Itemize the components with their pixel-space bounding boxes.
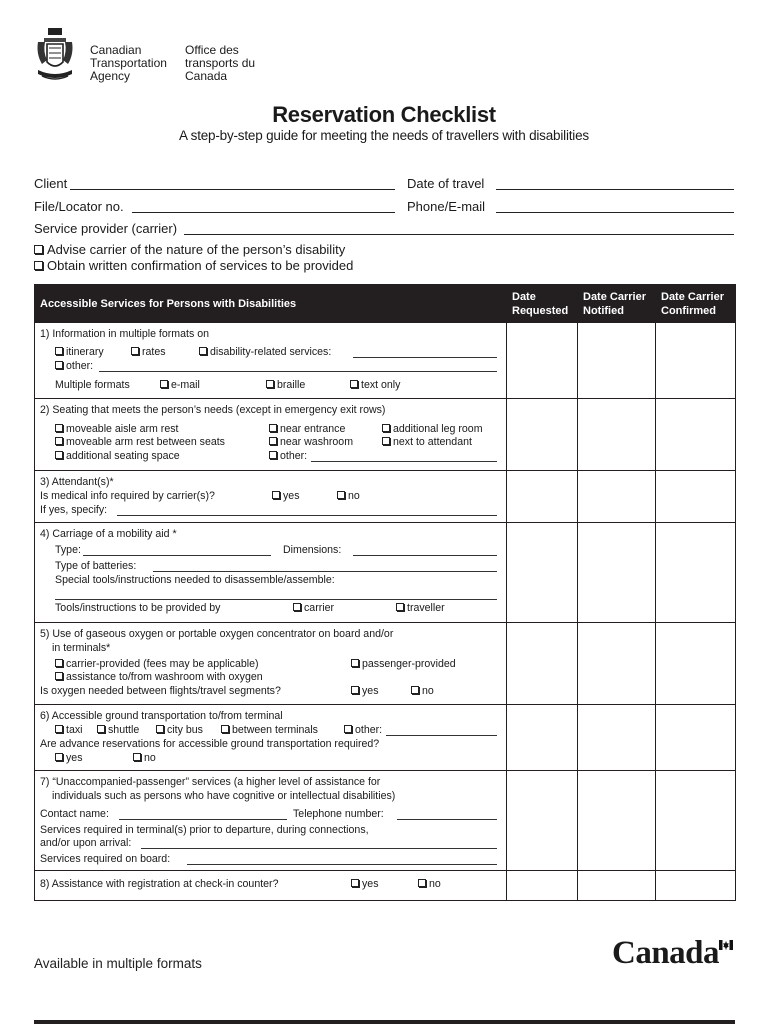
s4-batteries-line[interactable] [153, 571, 497, 572]
s5-needed-question: Is oxygen needed between flights/travel segments? [40, 685, 281, 697]
date-requested-cell[interactable] [507, 623, 578, 705]
page-subtitle: A step-by-step guide for meeting the needs of travellers with disabilities [179, 128, 589, 143]
carrier-notified-cell[interactable] [578, 705, 656, 771]
s2-aisle[interactable]: moveable aisle arm rest [55, 422, 178, 436]
s2-other-line[interactable] [311, 461, 497, 462]
s2-leg-room[interactable]: additional leg room [382, 422, 483, 436]
services-header: Accessible Services for Persons with Disabilities [35, 285, 507, 323]
date-requested-cell[interactable] [507, 399, 578, 471]
s5-washroom-assistance[interactable]: assistance to/from washroom with oxygen [55, 670, 263, 684]
carrier-confirmed-cell[interactable] [656, 323, 736, 399]
table-row [35, 623, 736, 705]
s7-onboard-line[interactable] [187, 864, 497, 865]
flag-icon [719, 940, 733, 950]
date-requested-cell[interactable] [507, 523, 578, 623]
date-requested-cell[interactable] [507, 471, 578, 523]
s5-no[interactable]: no [411, 684, 434, 698]
s7-arrival-label: and/or upon arrival: [40, 837, 132, 849]
s7-onboard-label: Services required on board: [40, 853, 171, 865]
s2-between-seats[interactable]: moveable arm rest between seats [55, 435, 225, 449]
carrier-notified-cell[interactable] [578, 471, 656, 523]
s5-yes[interactable]: yes [351, 684, 379, 698]
s3-medical-question: Is medical info required by carrier(s)? [40, 490, 215, 502]
carrier-confirmed-cell[interactable] [656, 623, 736, 705]
table-row [35, 399, 736, 471]
s6-other-line[interactable] [386, 735, 497, 736]
s4-title: 4) Carriage of a mobility aid * [40, 528, 177, 540]
s4-batteries-label: Type of batteries: [55, 560, 137, 572]
date-requested-cell[interactable] [507, 871, 578, 901]
carrier-confirmed-cell[interactable] [656, 471, 736, 523]
s7-terminal-label: Services required in terminal(s) prior to departure, during connections, [40, 824, 369, 836]
s3-specify-label: If yes, specify: [40, 504, 108, 516]
s4-traveller[interactable]: traveller [396, 601, 445, 615]
carrier-confirmed-header: Date Carrier Confirmed [656, 285, 736, 323]
multiple-formats-note: Available in multiple formats [34, 956, 202, 971]
s3-no[interactable]: no [337, 489, 360, 503]
s2-title: 2) Seating that meets the person’s needs (except in emergency exit rows) [40, 404, 386, 416]
services-table [34, 284, 736, 901]
phone-email-field[interactable] [496, 212, 734, 213]
s5-passenger-provided[interactable]: passenger-provided [351, 657, 456, 671]
table-row [35, 871, 736, 901]
s4-dimensions-line[interactable] [353, 555, 497, 556]
carrier-confirmed-cell[interactable] [656, 771, 736, 871]
file-locator-label: File/Locator no. [34, 199, 124, 214]
carrier-notified-header: Date Carrier Notified [578, 285, 656, 323]
table-row [35, 323, 736, 399]
s1-disability-line[interactable] [353, 357, 497, 358]
date-requested-header: Date Requested [507, 285, 578, 323]
s4-provided-by-label: Tools/instructions to be provided by [55, 602, 221, 614]
carrier-notified-cell[interactable] [578, 871, 656, 901]
advise-checkbox[interactable]: Advise carrier of the nature of the person’s disability [34, 242, 345, 257]
table-row [35, 771, 736, 871]
checkbox-icon [34, 245, 43, 254]
date-of-travel-label: Date of travel [407, 176, 485, 191]
s8-no[interactable]: no [418, 877, 441, 891]
client-label: Client [34, 176, 68, 191]
s7-arrival-line[interactable] [141, 848, 497, 849]
client-field[interactable] [70, 189, 395, 190]
agency-name-en: Canadian Transportation Agency [90, 43, 167, 83]
s6-other[interactable]: other: [344, 723, 382, 737]
s2-near-entrance[interactable]: near entrance [269, 422, 345, 436]
s2-near-washroom[interactable]: near washroom [269, 435, 353, 449]
s1-itinerary[interactable]: itinerary [55, 345, 104, 359]
carrier-confirmed-cell[interactable] [656, 399, 736, 471]
date-requested-cell[interactable] [507, 771, 578, 871]
carrier-confirmed-cell[interactable] [656, 705, 736, 771]
s5-title: 5) Use of gaseous oxygen or portable oxygen concentrator on board and/or [40, 628, 394, 640]
s5-carrier-provided[interactable]: carrier-provided (fees may be applicable) [55, 657, 259, 671]
carrier-notified-cell[interactable] [578, 323, 656, 399]
s2-seating-space[interactable]: additional seating space [55, 449, 180, 463]
s4-tools-label: Special tools/instructions needed to disassemble/assemble: [55, 574, 335, 586]
s5-title-line2: in terminals* [52, 642, 111, 654]
s3-specify-line[interactable] [117, 515, 497, 516]
table-row [35, 471, 736, 523]
s7-title-line2: individuals such as persons who have cognitive or intellectual disabilities) [52, 790, 396, 802]
carrier-confirmed-cell[interactable] [656, 523, 736, 623]
s4-type-label: Type: [55, 544, 81, 556]
carrier-notified-cell[interactable] [578, 523, 656, 623]
s1-rates[interactable]: rates [131, 345, 166, 359]
s2-next-attendant[interactable]: next to attendant [382, 435, 472, 449]
s6-yes[interactable]: yes [55, 751, 83, 765]
s6-shuttle[interactable]: shuttle [97, 723, 139, 737]
s4-tools-line[interactable] [55, 599, 497, 600]
s6-taxi[interactable]: taxi [55, 723, 83, 737]
s6-advance-question: Are advance reservations for accessible ground transportation required? [40, 738, 380, 750]
file-locator-field[interactable] [132, 212, 395, 213]
carrier-confirmed-cell[interactable] [656, 871, 736, 901]
service-provider-field[interactable] [184, 234, 734, 235]
s1-disability-services[interactable]: disability-related services: [199, 345, 331, 359]
s7-title: 7) “Unaccompanied-passenger” services (a higher level of assistance for [40, 776, 381, 788]
s4-type-line[interactable] [83, 555, 271, 556]
s2-other[interactable]: other: [269, 449, 307, 463]
s6-no[interactable]: no [133, 751, 156, 765]
s4-carrier[interactable]: carrier [293, 601, 334, 615]
s7-telephone-line[interactable] [397, 819, 497, 820]
bottom-bar [34, 1020, 735, 1024]
table-row [35, 705, 736, 771]
phone-email-label: Phone/E-mail [407, 199, 486, 214]
s1-braille[interactable]: braille [266, 378, 305, 392]
date-requested-cell[interactable] [507, 705, 578, 771]
s1-email[interactable]: e-mail [160, 378, 200, 392]
obtain-checkbox[interactable]: Obtain written confirmation of services to be provided [34, 258, 353, 273]
s6-between-terminals[interactable]: between terminals [221, 723, 318, 737]
carrier-notified-cell[interactable] [578, 771, 656, 871]
s1-other-line[interactable] [99, 371, 497, 372]
date-requested-cell[interactable] [507, 323, 578, 399]
s7-telephone-label: Telephone number: [293, 808, 384, 820]
checkbox-icon [34, 261, 43, 270]
s6-title: 6) Accessible ground transportation to/from terminal [40, 710, 283, 722]
s1-title: 1) Information in multiple formats on [40, 328, 209, 340]
canada-wordmark: Canada [612, 935, 719, 972]
s6-city-bus[interactable]: city bus [156, 723, 203, 737]
table-row [35, 523, 736, 623]
s3-yes[interactable]: yes [272, 489, 300, 503]
page-title: Reservation Checklist [272, 102, 496, 127]
coat-of-arms-logo [34, 26, 76, 84]
s7-contact-label: Contact name: [40, 808, 109, 820]
s8-title: 8) Assistance with registration at check-in counter? [40, 878, 279, 890]
s7-contact-line[interactable] [119, 819, 287, 820]
service-provider-label: Service provider (carrier) [34, 221, 178, 236]
s1-multiple-formats: Multiple formats [55, 379, 130, 391]
agency-name-fr: Office des transports du Canada [185, 43, 256, 83]
s3-title: 3) Attendant(s)* [40, 476, 114, 488]
carrier-notified-cell[interactable] [578, 623, 656, 705]
s8-yes[interactable]: yes [351, 877, 379, 891]
s1-text-only[interactable]: text only [350, 378, 400, 392]
carrier-notified-cell[interactable] [578, 399, 656, 471]
s4-dimensions-label: Dimensions: [283, 544, 342, 556]
date-of-travel-field[interactable] [496, 189, 734, 190]
s1-other[interactable]: other: [55, 359, 93, 373]
